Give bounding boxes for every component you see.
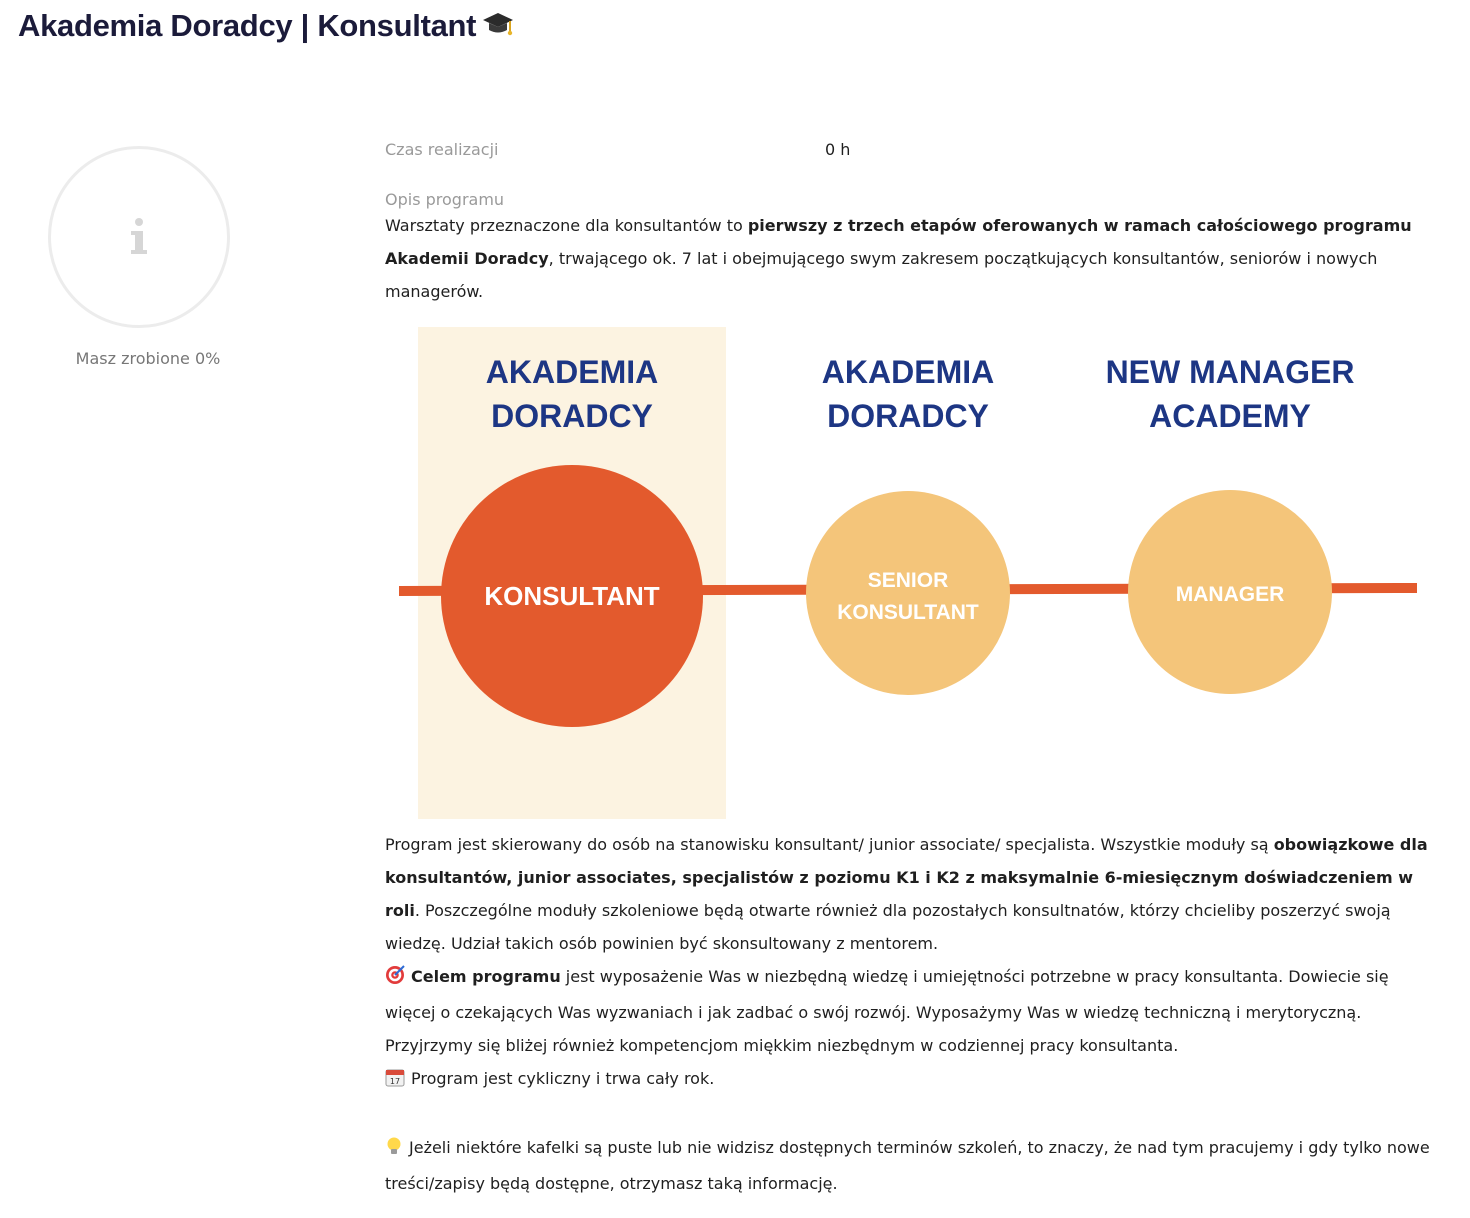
intro-bold: pierwszy z trzech etapów oferowanych w ramach całościowego programu Akademii Doradcy — [385, 216, 1412, 268]
info-text: Jeżeli niektóre kafelki są puste lub nie widzisz dostępnych terminów szkoleń, to znaczy, że nad tym pracujemy i gdy tylko nowe treści/zapisy będą dostępne, otrzymasz taką informację. — [385, 1138, 1430, 1193]
audience-text-2: . Poszczególne moduły szkoleniowe będą otwarte również dla pozostałych konsultnatów, którzy chcieliby poszerzyć swoją wiedzę. Udział takich osób powinien być skonsultowany z mentorem. — [385, 901, 1391, 953]
description-label: Opis programu — [385, 190, 505, 209]
duration-value: 0 h — [825, 140, 851, 159]
stage-circle-label: KONSULTANT — [484, 581, 660, 611]
intro-text-1: Warsztaty przeznaczone dla konsultantów to — [385, 216, 748, 235]
calendar-icon — [385, 1065, 405, 1098]
lightbulb-icon — [385, 1134, 403, 1167]
stage-heading-2: DORADCY — [491, 398, 653, 434]
stages-svg — [385, 327, 1425, 822]
progress-ring — [48, 146, 230, 328]
page-title-text: Akademia Doradcy | Konsultant — [18, 8, 477, 43]
progress-label: Masz zrobione 0% — [75, 349, 221, 368]
stage-circle-label: KONSULTANT — [837, 601, 979, 624]
graduation-cap-icon — [482, 10, 514, 46]
audience-text-1: Program jest skierowany do osób na stanowisku konsultant/ junior associate/ specjalista. Wszystkie moduły są — [385, 835, 1274, 854]
program-stages-graphic — [385, 327, 1425, 822]
info-paragraph — [385, 1131, 1435, 1200]
intro-paragraph — [385, 209, 1435, 308]
target-icon — [385, 963, 405, 996]
stage-circle-label: MANAGER — [1175, 583, 1285, 606]
stage-heading-2: ACADEMY — [1149, 398, 1311, 434]
svg-text:17: 17 — [389, 1077, 401, 1086]
page-title — [18, 8, 514, 46]
stage-circle — [806, 491, 1010, 695]
program-details — [385, 140, 1435, 1200]
goal-bold: Celem programu — [411, 967, 561, 986]
calendar-text: Program jest cykliczny i trwa cały rok. — [411, 1069, 715, 1088]
intro-text-2: , trwającego ok. 7 lat i obejmującego swym zakresem początkujących konsultantów, seniorów i nowych managerów. — [385, 249, 1378, 301]
calendar-paragraph — [385, 1062, 1435, 1098]
stage-circle-label: SENIOR — [867, 569, 949, 592]
goal-paragraph — [385, 960, 1435, 1062]
audience-paragraph — [385, 828, 1435, 960]
info-icon — [51, 149, 227, 325]
stage-heading-2: DORADCY — [827, 398, 989, 434]
goal-text: jest wyposażenie Was w niezbędną wiedzę i umiejętności potrzebne w pracy konsultanta. Dowiecie się więcej o czekających Was wyzwaniach i jak zadbać o swój rozwój. Wyposażymy Was w wiedzę techniczną i merytoryczną. Przyjrzymy się bliżej również kompetencjom miękkim niezbędnym w codziennej pracy konsultanta. — [385, 967, 1389, 1055]
duration-row — [385, 140, 1435, 166]
stage-heading-1: NEW MANAGER — [1105, 354, 1355, 390]
stage-heading-1: AKADEMIA — [821, 354, 995, 390]
audience-bold: obowiązkowe dla konsultantów, junior associates, specjalistów z poziomu K1 i K2 z maksymalnie 6-miesięcznym doświadczeniem w roli — [385, 835, 1428, 920]
duration-label: Czas realizacji — [385, 140, 499, 159]
stage-heading-1: AKADEMIA — [485, 354, 659, 390]
